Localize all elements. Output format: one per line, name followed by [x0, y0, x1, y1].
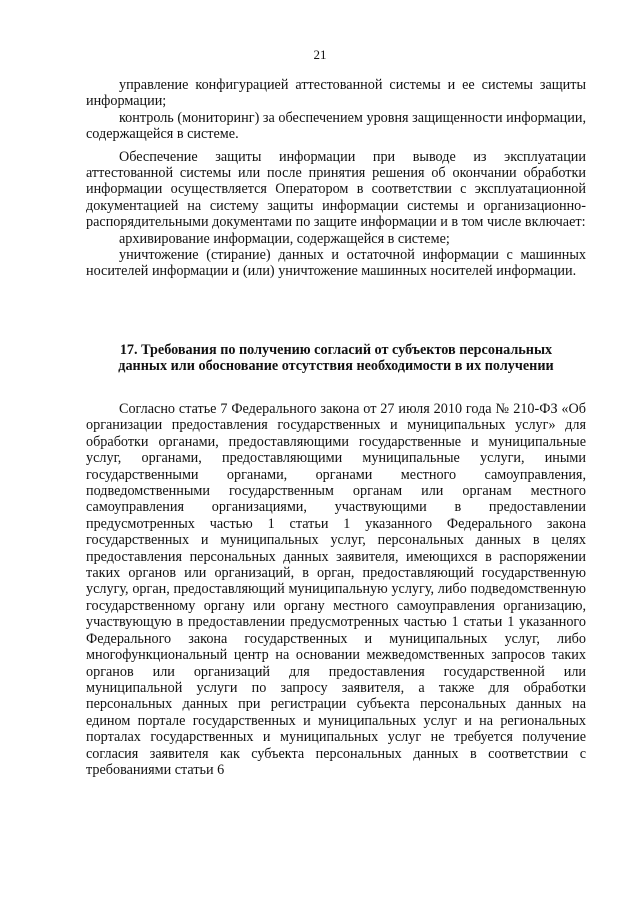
paragraph-article-7: Согласно статье 7 Федерального закона от 27 июля 2010 года № 210-ФЗ «Об организации предоставления государственных и муниципальных услуг» для обработки органами, предоставляющими государственные и муниципальные услуг, органами, предоставляющими муниципальные услуги, иными государственными органами, органами местного самоуправления, подведомственными государственным органам или органам местного самоуправления организациями, участвующими в предоставлении предусмотренных частью 1 статьи 1 указанного Федерального закона государственных и муниципальных услуг, персональных данных в целях предоставления персональных данных заявителя, имеющихся в распоряжении таких органов или организаций, в орган, предоставляющий государственную услугу, орган, предоставляющий муниципальную услугу, либо подведомственную государственному органу или органу местного самоуправления организацию, участвующую в предоставлении предусмотренных частью 1 статьи 1 указанного Федерального закона государственных и муниципальных услуг, либо многофункциональный центр на основании межведомственных запросов таких органов или организаций для предоставления государственной или муниципальной услуги по запросу заявителя, а также для обработки персональных данных при регистрации субъекта персональных данных на едином портале государственных и муниципальных услуг и на региональных порталах государственных и муниципальных услуг не требуется получение согласия заявителя как субъекта персональных данных в соответствии с требованиями статьи 6	[86, 401, 586, 778]
paragraph-archiving: архивирование информации, содержащейся в системе;	[119, 230, 450, 247]
section-17-body	[86, 401, 586, 778]
page-number: 21	[313, 47, 327, 62]
paragraph-decommissioning: Обеспечение защиты информации при выводе из эксплуатации аттестованной системы или после принятия решения об окончании обработки информации осуществляется Оператором в соответствии с эксплуатационной документацией на систему защиты информации системы и организационно-распорядительными документами по защите информации и в том числе включает:	[86, 148, 586, 231]
paragraph-erasure: уничтожение (стирание) данных и остаточной информации с машинных носителей информации и (или) уничтожение машинных носителей информации.	[86, 247, 586, 280]
paragraph-monitoring: контроль (мониторинг) за обеспечением уровня защищенности информации, содержащейся в системе.	[86, 109, 586, 143]
section-continuation	[86, 77, 586, 280]
paragraph-config-management: управление конфигурацией аттестованной системы и ее системы защиты информации;	[86, 77, 586, 110]
section-17-heading: 17. Требования по получению согласий от субъектов персональных данных или обоснование отсутствия необходимости в их получении	[118, 342, 554, 375]
